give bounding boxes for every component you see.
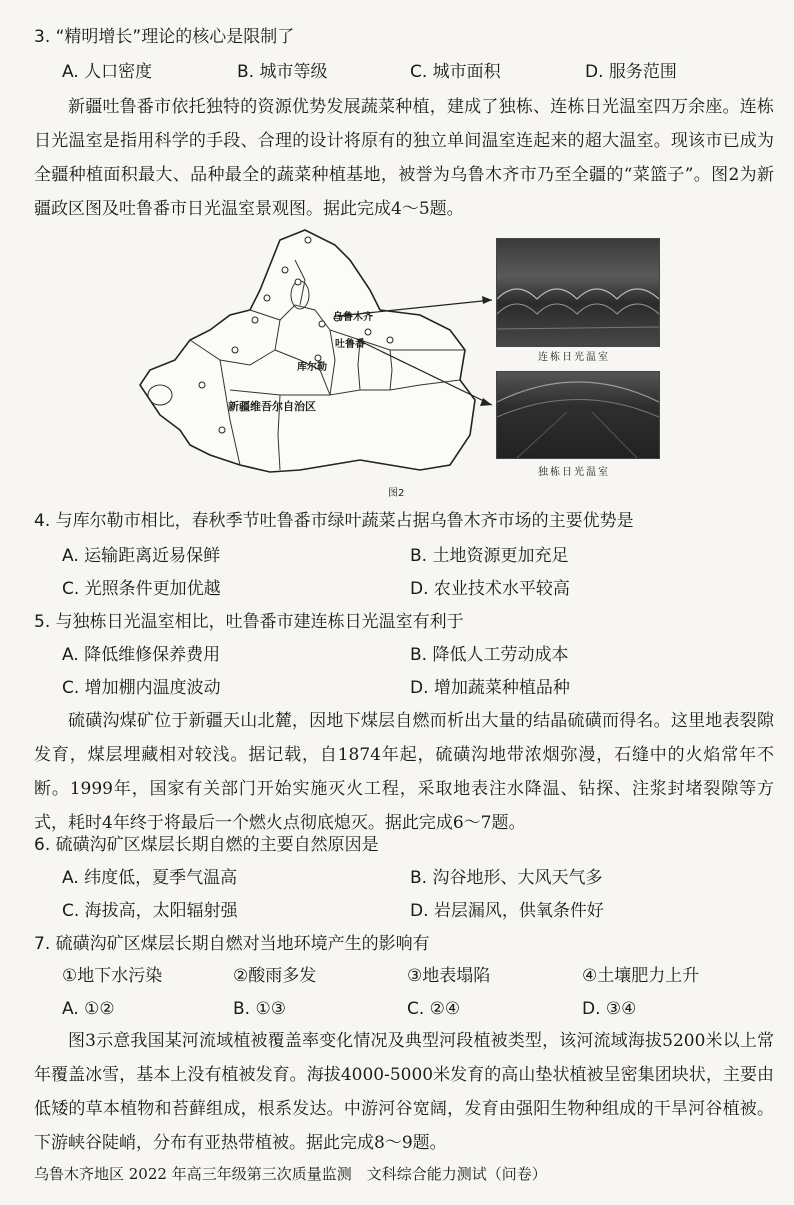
q3-option-a: A. 人口密度 bbox=[62, 62, 153, 82]
q5-option-d: D. 增加蔬菜种植品种 bbox=[410, 678, 570, 698]
q5-option-a: A. 降低维修保养费用 bbox=[62, 645, 221, 665]
q7-item-1: ①地下水污染 bbox=[62, 966, 163, 986]
map-label-urumqi: 乌鲁木齐 bbox=[333, 312, 373, 323]
photo1-caption: 连栋日光温室 bbox=[538, 352, 610, 363]
q7-option-a: A. ①② bbox=[62, 999, 115, 1019]
q5-option-c: C. 增加棚内温度波动 bbox=[62, 678, 221, 698]
q6-option-c: C. 海拔高，太阳辐射强 bbox=[62, 901, 238, 921]
map-label-korla: 库尔勒 bbox=[297, 362, 327, 373]
q6-option-d: D. 岩层漏风，供氧条件好 bbox=[410, 901, 604, 921]
q4-option-d: D. 农业技术水平较高 bbox=[410, 579, 570, 599]
q5-stem: 5. 与独栋日光温室相比，吐鲁番市建连栋日光温室有利于 bbox=[34, 612, 464, 632]
q3-option-d: D. 服务范围 bbox=[585, 62, 677, 82]
q7-stem: 7. 硫磺沟矿区煤层长期自燃对当地环境产生的影响有 bbox=[34, 934, 430, 954]
q7-option-d: D. ③④ bbox=[582, 999, 637, 1019]
q7-option-c: C. ②④ bbox=[407, 999, 461, 1019]
passage-vegetation: 图3示意我国某河流域植被覆盖率变化情况及典型河段植被类型，该河流域海拔5200米以上常年覆盖冰雪，基本上没有植被发育。海拔4000-5000米发育的高山垫状植被呈密集团块状，主要由低矮的草本植物和苔藓组成，根系发达。中游河谷宽阔，发育由强阳生物种组成的干旱河谷植被。下游峡谷陡峭，分布有亚热带植被。据此完成8～9题。 bbox=[34, 1031, 774, 1153]
figure-2 bbox=[130, 220, 680, 500]
photo-single-span-greenhouse bbox=[496, 371, 660, 459]
q4-option-c: C. 光照条件更加优越 bbox=[62, 579, 221, 599]
photo-multi-span-greenhouse bbox=[496, 238, 660, 347]
map-label-turpan: 吐鲁番 bbox=[335, 339, 365, 350]
q7-item-3: ③地表塌陷 bbox=[407, 966, 491, 986]
q7-item-4: ④土壤肥力上升 bbox=[582, 966, 700, 986]
q4-option-a: A. 运输距离近易保鲜 bbox=[62, 546, 221, 566]
q6-option-a: A. 纬度低，夏季气温高 bbox=[62, 868, 238, 888]
q4-option-b: B. 土地资源更加充足 bbox=[410, 546, 569, 566]
q6-option-b: B. 沟谷地形、大风天气多 bbox=[410, 868, 603, 888]
q7-option-b: B. ①③ bbox=[233, 999, 286, 1019]
map-label-region: 新疆维吾尔自治区 bbox=[228, 400, 316, 413]
q3-option-b: B. 城市等级 bbox=[237, 62, 328, 82]
figure-caption: 图2 bbox=[388, 488, 405, 499]
q5-option-b: B. 降低人工劳动成本 bbox=[410, 645, 569, 665]
q3-option-c: C. 城市面积 bbox=[410, 62, 501, 82]
photo2-caption: 独栋日光温室 bbox=[538, 467, 610, 478]
page-footer: 乌鲁木齐地区 2022 年高三年级第三次质量监测 文科综合能力测试（问卷） bbox=[34, 1165, 547, 1183]
passage-coal-fire: 硫磺沟煤矿位于新疆天山北麓，因地下煤层自燃而析出大量的结晶硫磺而得名。这里地表裂隙发育，煤层埋藏相对较浅。据记载，自1874年起，硫磺沟地带浓烟弥漫，石缝中的火焰常年不断。1999年，国家有关部门开始实施灭火工程，采取地表注水降温、钻探、注浆封堵裂隙等方式，耗时4年终于将最后一个燃火点彻底熄灭。据此完成6～7题。 bbox=[34, 711, 774, 833]
q4-stem: 4. 与库尔勒市相比，春秋季节吐鲁番市绿叶蔬菜占据乌鲁木齐市场的主要优势是 bbox=[34, 511, 634, 531]
passage-greenhouse: 新疆吐鲁番市依托独特的资源优势发展蔬菜种植，建成了独栋、连栋日光温室四万余座。连栋日光温室是指用科学的手段、合理的设计将原有的独立单间温室连起来的超大温室。现该市已成为全疆种植面积最大、品种最全的蔬菜种植基地，被誉为乌鲁木齐市乃至全疆的“菜篮子”。图2为新疆政区图及吐鲁番市日光温室景观图。据此完成4～5题。 bbox=[34, 97, 774, 219]
q6-stem: 6. 硫磺沟矿区煤层长期自燃的主要自然原因是 bbox=[34, 835, 379, 855]
q3-stem: 3. “精明增长”理论的核心是限制了 bbox=[34, 27, 295, 47]
q7-item-2: ②酸雨多发 bbox=[233, 966, 317, 986]
